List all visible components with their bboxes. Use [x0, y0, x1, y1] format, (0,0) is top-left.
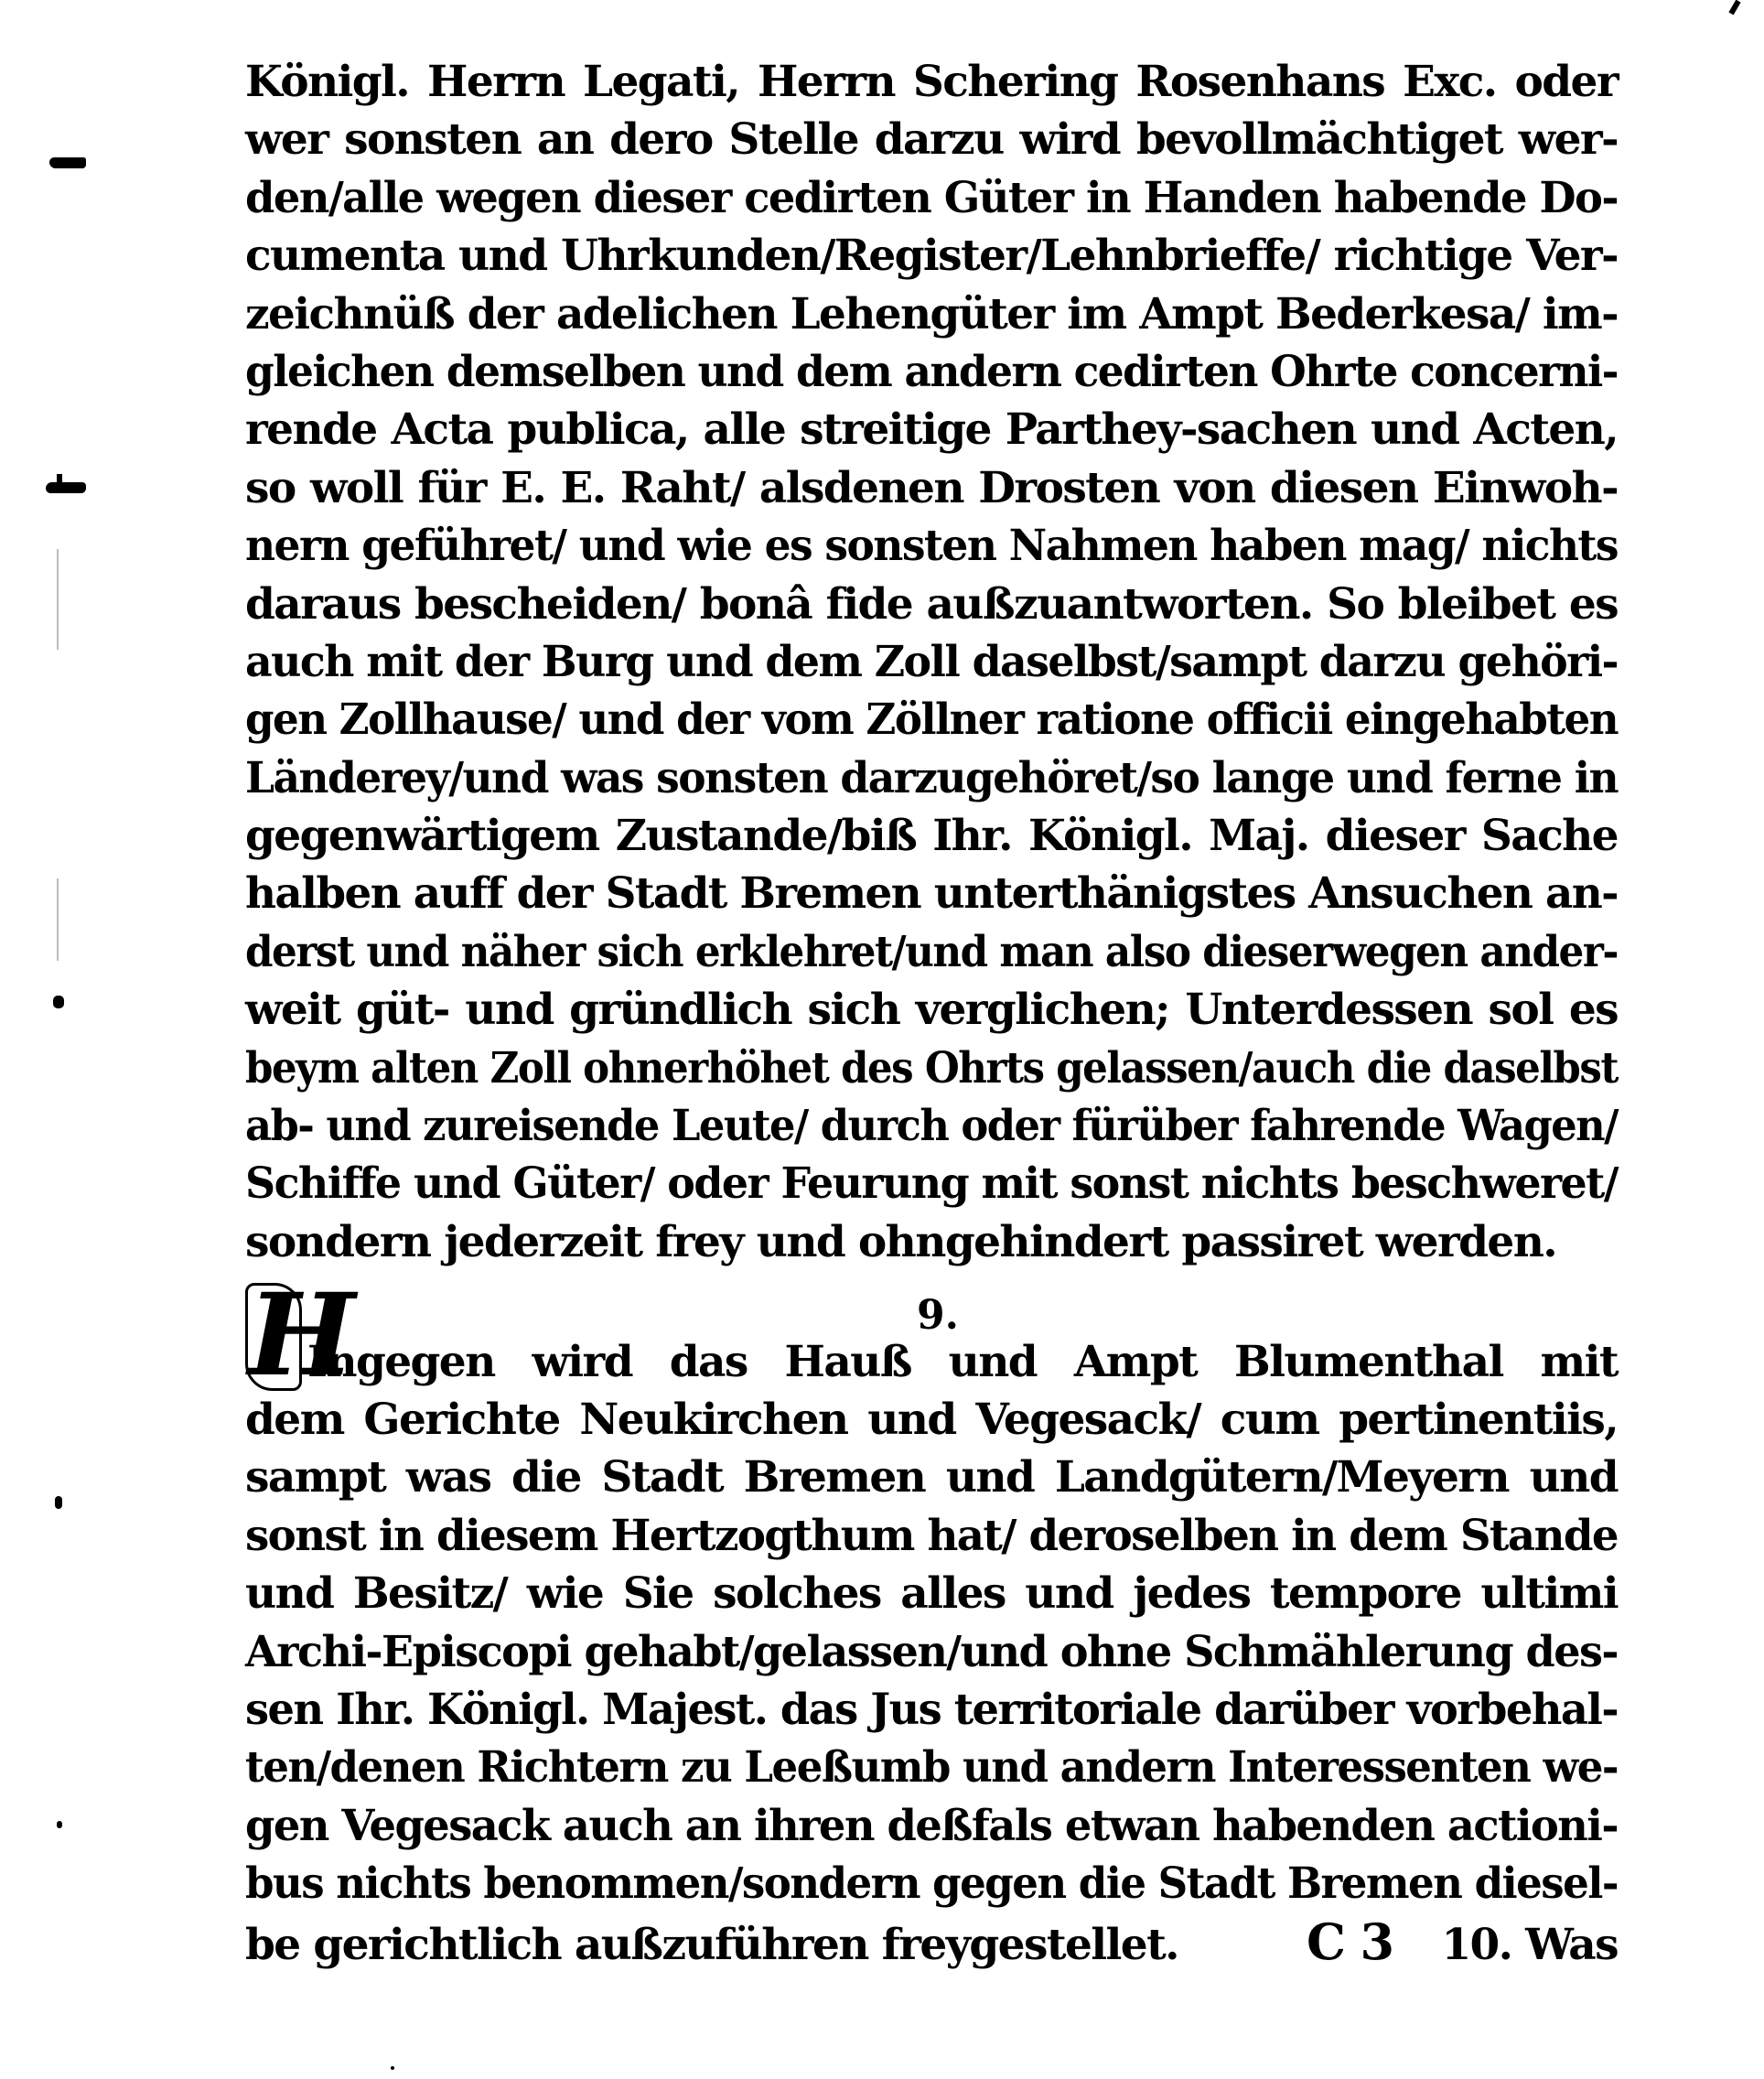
text-line: und Besitz/ wie Sie solches alles und jedes tempore ultimi [245, 1568, 1618, 1620]
margin-scan-line [57, 878, 59, 961]
text-line: ten/denen Richtern zu Leeßumb und andern Interessenten we- [245, 1742, 1618, 1794]
text-line: sampt was die Stadt Bremen und Landgütern/Meyern und [245, 1452, 1618, 1503]
text-line: Königl. Herrn Legati, Herrn Schering Rosenhans Exc. oder [245, 57, 1618, 107]
text-line: sen Ihr. Königl. Majest. das Jus territoriale darüber vorbehal- [245, 1684, 1618, 1735]
margin-scan-line [57, 549, 59, 650]
text-line: derst und näher sich erklehret/und man also dieserwegen ander- [245, 926, 1618, 977]
text-line: Länderey/und was sonsten darzugehöret/so lange und ferne in [245, 752, 1618, 803]
text-line: gen Vegesack auch an ihren deßfals etwan habenden actioni- [245, 1800, 1618, 1851]
text-line: den/alle wegen dieser cedirten Güter in Handen habende Do- [245, 172, 1618, 223]
margin-ink-mark [49, 157, 86, 168]
margin-ink-mark [46, 482, 86, 493]
bottom-speck [391, 2066, 394, 2070]
text-line: gen Zollhause/ und der vom Zöllner ratione officii eingehabten [245, 695, 1618, 746]
text-line: Archi-Episcopi gehabt/gelassen/und ohne Schmählerung des- [245, 1626, 1618, 1677]
paragraph-1 [245, 53, 1618, 1271]
text-line: ab- und zureisende Leute/ durch oder fürüber fahrende Wagen/ [245, 1101, 1618, 1152]
text-line: nern geführet/ und wie es sonsten Nahmen haben mag/ nichts [245, 521, 1618, 572]
last-line-with-footer [245, 1913, 1618, 1971]
text-line: cumenta und Uhrkunden/Register/Lehnbrieffe/ richtige Ver- [245, 231, 1618, 282]
text-line: beym alten Zoll ohnerhöhet des Ohrts gelassen/auch die daselbst [245, 1042, 1618, 1093]
paragraph-2 [245, 1269, 1618, 1971]
text-line: Schiffe und Güter/ oder Feurung mit sonst nichts beschweret/ [245, 1158, 1618, 1210]
catchword: 10. Was [1441, 1919, 1618, 1970]
signature-mark: C 3 [1306, 1912, 1393, 1971]
text-line: bus nichts benommen/sondern gegen die Stadt Bremen diesel- [245, 1858, 1618, 1910]
text-line: so woll für E. E. Raht/ alsdenen Drosten von diesen Einwoh- [245, 462, 1618, 513]
text-line: gegenwärtigem Zustande/biß Ihr. Königl. Maj. dieser Sache [245, 811, 1618, 862]
text-line: sondern jederzeit frey und ohngehindert passiret werden. [245, 1216, 1557, 1267]
text-line: wer sonsten an dero Stelle darzu wird bevollmächtiget wer- [245, 114, 1618, 166]
section-number: 9. [917, 1292, 959, 1339]
text-line: weit güt- und gründlich sich verglichen; Unterdessen sol es [245, 985, 1618, 1036]
text-line: dem Gerichte Neukirchen und Vegesack/ cum pertinentiis, [245, 1395, 1618, 1445]
text-line: zeichnüß der adelichen Lehengüter im Ampt Bederkesa/ im- [245, 288, 1618, 339]
text-line: halben auff der Stadt Bremen unterthänigstes Ansuchen an- [245, 868, 1618, 920]
margin-ink-mark [55, 1496, 62, 1509]
margin-ink-mark [57, 1821, 62, 1828]
corner-ink-mark [1728, 0, 1740, 15]
text-line: rende Acta publica, alle streitige Parthey-sachen und Acten, [245, 404, 1618, 456]
margin-ink-mark [53, 996, 64, 1008]
text-line: sonst in diesem Hertzogthum hat/ deroselben in dem Stande [245, 1510, 1618, 1561]
text-line: Ingegen wird das Hauß und Ampt Blumenthal mit [307, 1336, 1618, 1387]
text-line: gleichen demselben und dem andern cedirten Ohrte concerni- [245, 346, 1618, 397]
text-line: auch mit der Burg und dem Zoll daselbst/sampt darzu gehöri- [245, 636, 1618, 687]
first-line [245, 1269, 1618, 1402]
text-line: be gerichtlich außzuführen freygestellet. [245, 1919, 1178, 1970]
text-line: daraus bescheiden/ bonâ fide außzuantworten. So bleibet es [245, 578, 1618, 630]
drop-cap-initial: H [245, 1283, 302, 1391]
